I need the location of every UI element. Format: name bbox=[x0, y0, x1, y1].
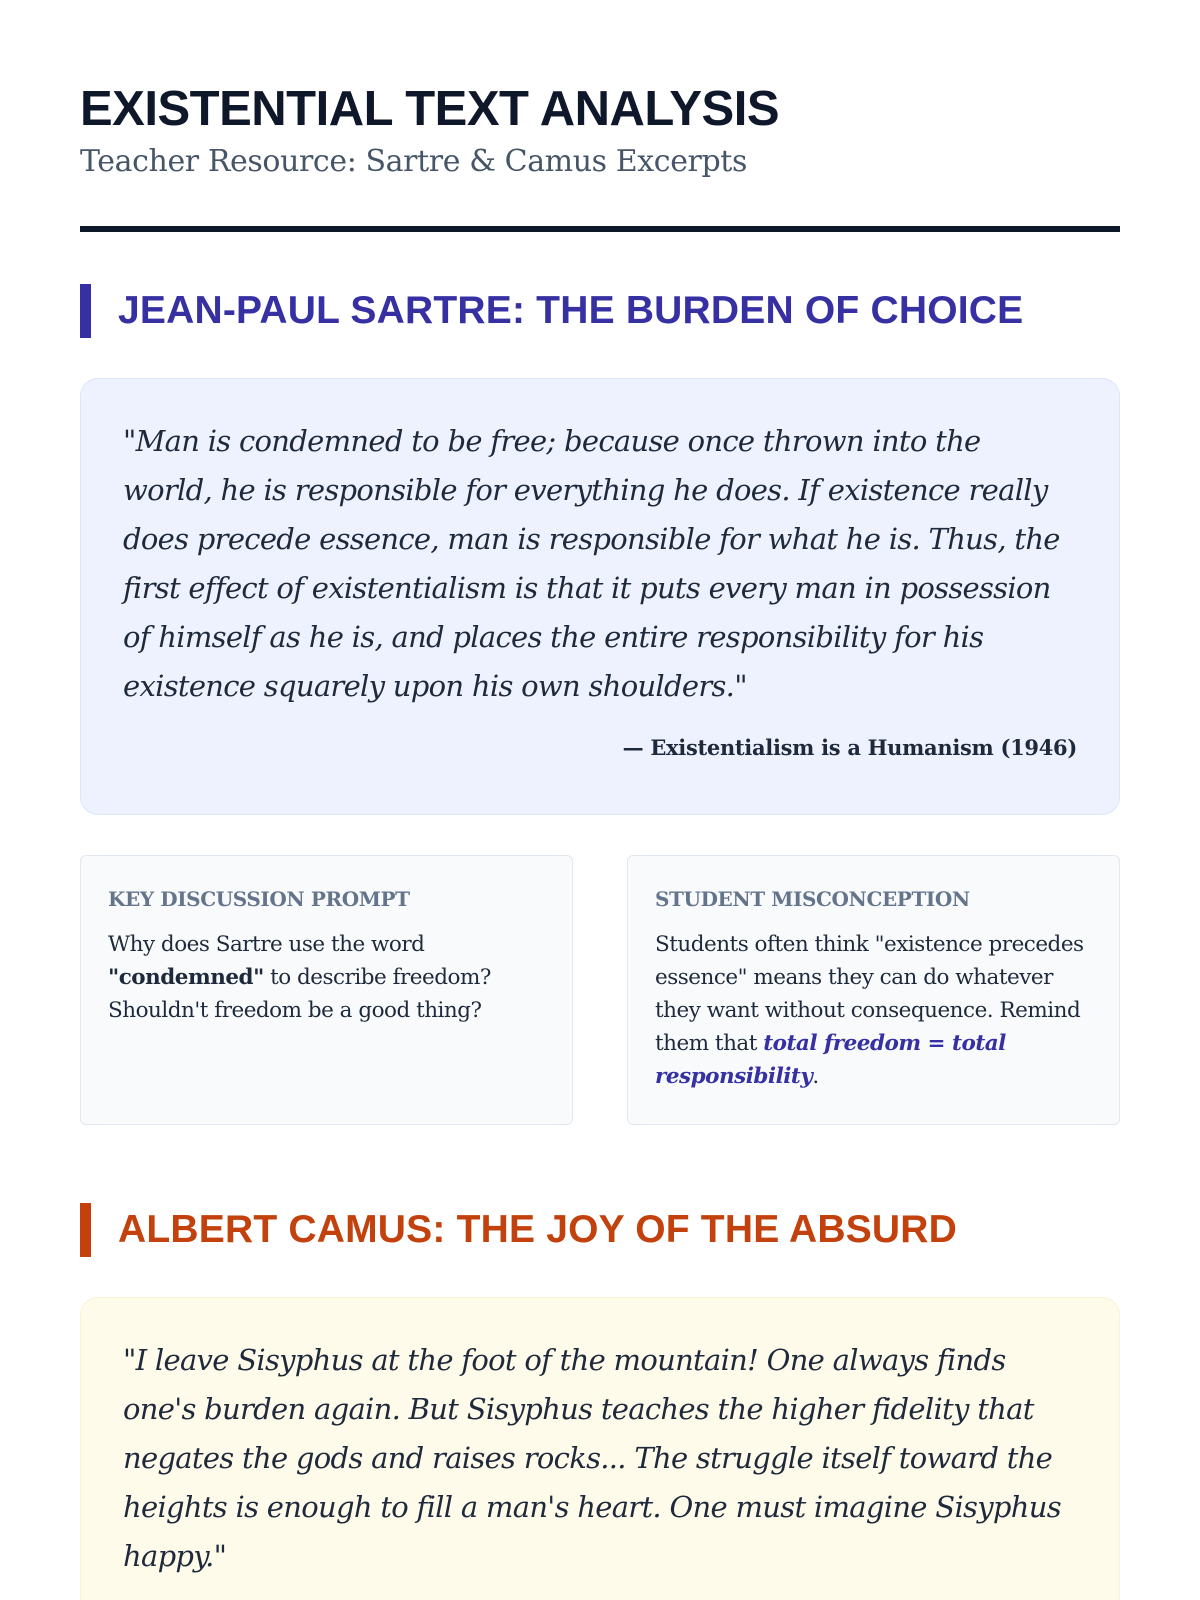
section-accent-bar bbox=[80, 284, 91, 338]
discussion-prompt-card bbox=[80, 855, 573, 1125]
discussion-prompt-keyword: "condemned" bbox=[108, 965, 264, 990]
misconception-card bbox=[627, 855, 1120, 1125]
misconception-label: STUDENT MISCONCEPTION bbox=[655, 887, 970, 911]
camus-quote-box bbox=[80, 1297, 1120, 1600]
misconception-text-end: . bbox=[812, 1064, 819, 1089]
page-title: EXISTENTIAL TEXT ANALYSIS bbox=[80, 82, 780, 136]
misconception-text-start: Students often think "existence precedes essence" means they can do whatever they want without consequence. Remind them that bbox=[655, 932, 1084, 1056]
sartre-heading-label: JEAN-PAUL SARTRE: THE BURDEN OF CHOICE bbox=[118, 289, 1024, 332]
sartre-quote-box bbox=[80, 378, 1120, 815]
sartre-teaching-cards bbox=[80, 855, 1120, 1125]
discussion-prompt-body bbox=[108, 928, 545, 1027]
page-subtitle: Teacher Resource: Sartre & Camus Excerpts bbox=[80, 144, 747, 179]
discussion-prompt-label: KEY DISCUSSION PROMPT bbox=[108, 887, 410, 911]
title-divider bbox=[80, 226, 1120, 232]
sartre-section-heading bbox=[80, 284, 1120, 338]
camus-quote-text: "I leave Sisyphus at the foot of the mountain! One always finds one's burden again. But Sisyphus teaches the higher fidelity that negates the gods and raises rocks... The struggle itself toward the heights is enough to fill a man's heart. One must imagine Sisyphus happy." bbox=[123, 1343, 1061, 1573]
discussion-prompt-text-end: to describe freedom? Shouldn't freedom be a good thing? bbox=[108, 965, 491, 1023]
sartre-quote-source: — Existentialism is a Humanism (1946) bbox=[622, 735, 1077, 760]
section-accent-bar bbox=[80, 1203, 91, 1257]
misconception-body bbox=[655, 928, 1092, 1093]
camus-heading-label: ALBERT CAMUS: THE JOY OF THE ABSURD bbox=[118, 1208, 958, 1251]
sartre-quote-text: "Man is condemned to be free; because once thrown into the world, he is responsible for everything he does. If existence really does precede essence, man is responsible for what he is. Thus, the first effect of existentialism is that it puts every man in possession of himself as he is, and places the entire responsibility for his existence squarely upon his own shoulders." bbox=[123, 424, 1060, 703]
camus-section-heading bbox=[80, 1203, 1120, 1257]
misconception-emphasis: total freedom = total responsibility bbox=[655, 1031, 1006, 1089]
discussion-prompt-text-start: Why does Sartre use the word bbox=[108, 932, 425, 957]
